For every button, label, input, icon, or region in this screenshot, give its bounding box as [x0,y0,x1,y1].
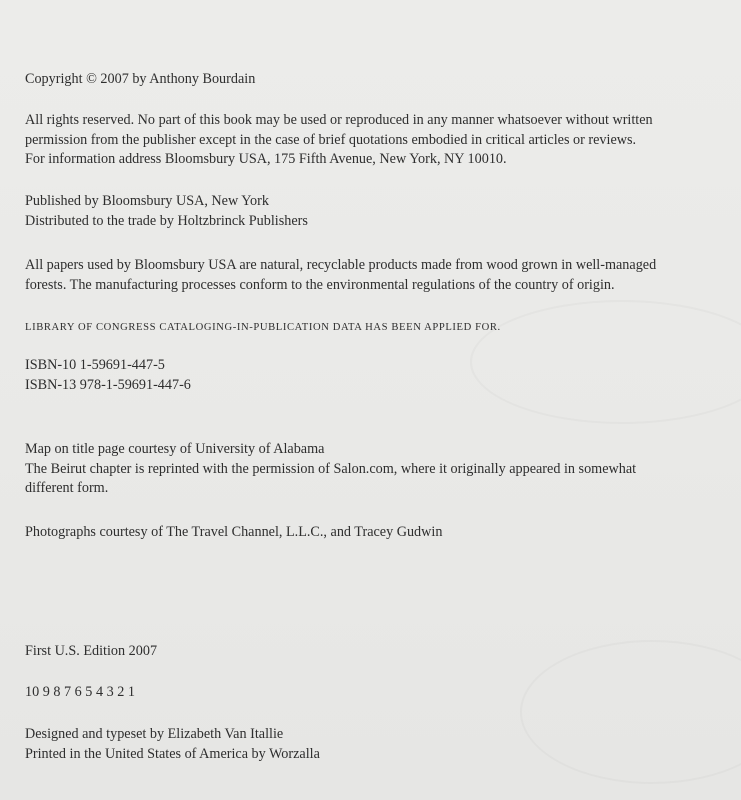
copyright-line: Copyright © 2007 by Anthony Bourdain [25,71,256,87]
printing-line: 10 9 8 7 6 5 4 3 2 1 [25,684,135,700]
production-paragraph [25,725,320,764]
isbn-10: ISBN-10 1-59691-447-5 [25,357,165,373]
cip-statement [25,318,501,338]
isbn-13: ISBN-13 978-1-59691-447-6 [25,376,191,393]
publisher-paragraph [25,192,308,231]
credits-line: The Beirut chapter is reprinted with the permission of Salon.com, where it originally appeared in somewhat [25,460,637,477]
edition-line: First U.S. Edition 2007 [25,643,158,659]
show-through-shape [470,300,741,424]
papers-line: All papers used by Bloomsbury USA are natural, recyclable products made from wood grown in well-managed [25,257,657,273]
copyright-notice [25,70,255,90]
production-line: Designed and typeset by Elizabeth Van Itallie [25,726,284,742]
papers-line: forests. The manufacturing processes conform to the environmental regulations of the country of origin. [25,276,615,293]
isbn-block [25,356,191,395]
edition-statement [25,642,157,662]
papers-paragraph [25,256,656,295]
photographs-line: Photographs courtesy of The Travel Channel, L.L.C., and Tracey Gudwin [25,524,443,540]
rights-line: All rights reserved. No part of this book may be used or reproduced in any manner whatsoever without written [25,112,653,128]
publisher-line: Published by Bloomsbury USA, New York [25,193,269,209]
rights-line: For information address Bloomsbury USA, 175 Fifth Avenue, New York, NY 10010. [25,151,507,167]
printing-line-block [25,683,135,703]
production-line: Printed in the United States of America by Worzalla [25,745,320,762]
photographs-credit [25,523,442,543]
credits-line: Map on title page courtesy of University of Alabama [25,441,325,457]
cip-line: LIBRARY OF CONGRESS CATALOGING-IN-PUBLICATION DATA HAS BEEN APPLIED FOR. [25,322,501,333]
rights-line: permission from the publisher except in the case of brief quotations embodied in critical articles or reviews. [25,131,637,148]
publisher-line: Distributed to the trade by Holtzbrinck Publishers [25,212,308,229]
credits-line: different form. [25,480,109,496]
rights-paragraph [25,111,653,170]
show-through-shape [520,640,741,784]
credits-paragraph [25,440,636,499]
